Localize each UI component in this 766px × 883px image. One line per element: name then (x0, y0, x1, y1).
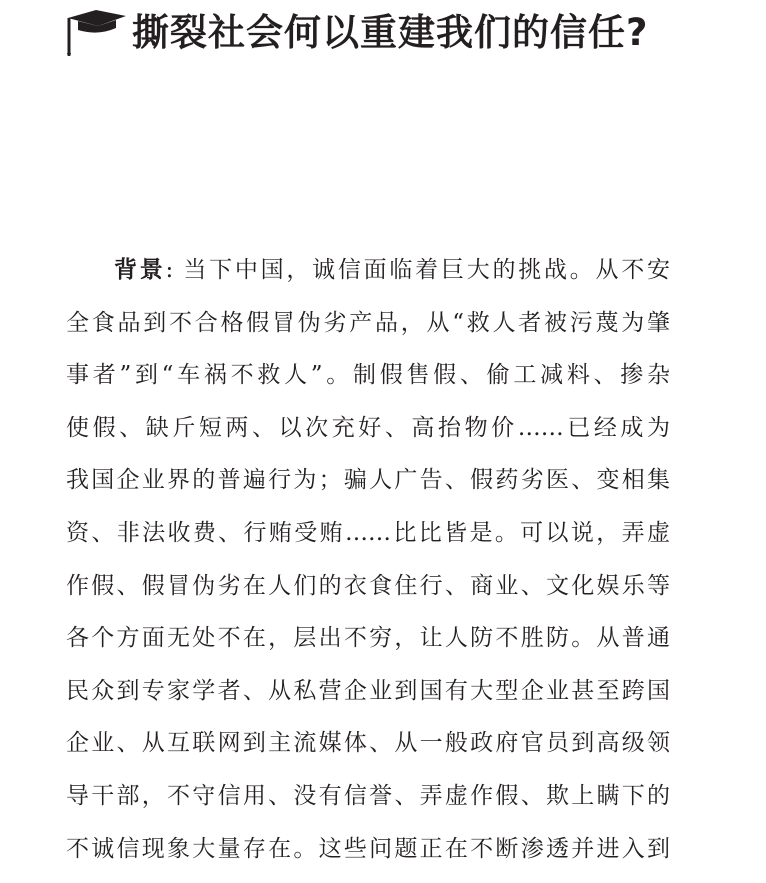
text-line-6: 资、非法收费、行贿受贿……比比皆是。可以说，弄虚 (66, 519, 670, 546)
page-title: 撕裂社会何以重建我们的信任? (132, 10, 649, 54)
graduation-cap-icon (64, 4, 130, 56)
text-line-7: 作假、假冒伪劣在人们的衣食住行、商业、文化娱乐等 (66, 572, 670, 599)
text-line-3: 事者”到“车祸不救人”。制假售假、偷工减料、掺杂 (66, 362, 670, 389)
text-line-1-content: : 当下中国，诚信面临着巨大的挑战。从不安 (165, 257, 671, 283)
text-line-12: 不诚信现象大量存在。这些问题正在不断渗透并进入到 (66, 835, 670, 862)
text-line-5: 我国企业界的普遍行为；骗人广告、假药劣医、变相集 (66, 467, 670, 494)
title-row (64, 2, 648, 58)
text-line-9: 民众到专家学者、从私营企业到国有大型企业甚至跨国 (66, 677, 670, 704)
background-label: 背景 (114, 257, 166, 283)
text-line-11: 导干部，不守信用、没有信誉、弄虚作假、欺上瞒下的 (66, 782, 670, 809)
article-body (66, 252, 670, 883)
text-line-1 (66, 252, 670, 305)
text-line-2: 全食品到不合格假冒伪劣产品，从“救人者被污蔑为肇 (66, 309, 670, 336)
text-line-10: 企业、从互联网到主流媒体、从一般政府官员到高级领 (66, 730, 670, 757)
text-line-4: 使假、缺斤短两、以次充好、高抬物价……已经成为 (66, 414, 670, 441)
text-line-8: 各个方面无处不在，层出不穷，让人防不胜防。从普通 (66, 625, 670, 652)
